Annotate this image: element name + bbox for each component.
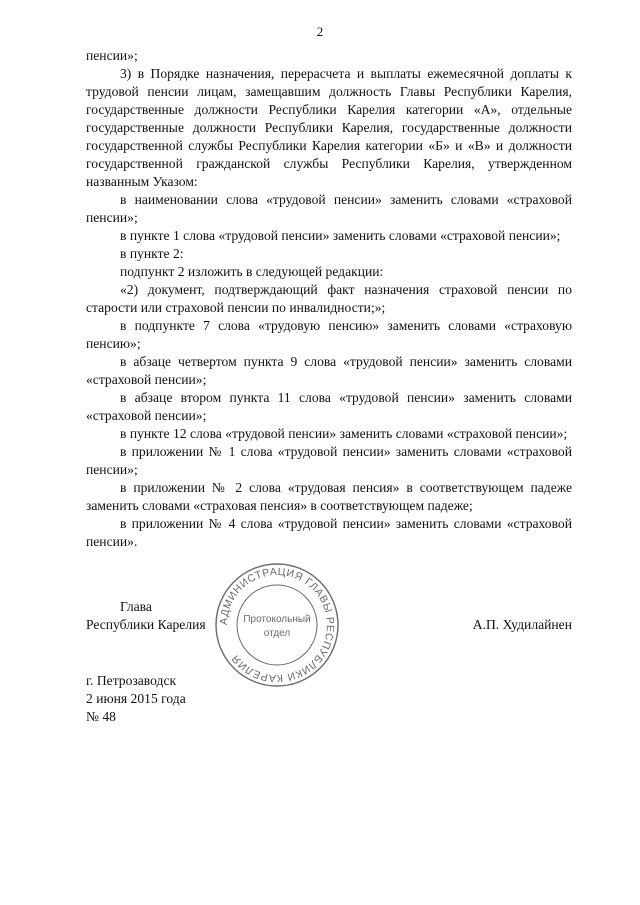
paragraph: в пункте 12 слова «трудовой пенсии» заменить словами «страховой пенсии»;: [120, 426, 568, 441]
stamp-ring-text: АДМИНИСТРАЦИЯ ГЛАВЫ РЕСПУБЛИКИ КАРЕЛИЯ: [217, 565, 337, 685]
stamp-outer-ring: [216, 564, 338, 686]
paragraph: в приложении № 4 слова «трудовой пенсии» заменить словами «страховой пенсии».: [86, 516, 572, 549]
place-date-block: [86, 672, 186, 726]
signatory-title-line2: Республики Карелия: [86, 617, 206, 632]
place: г. Петрозаводск: [86, 673, 177, 688]
paragraph: в наименовании слова «трудовой пенсии» заменить словами «страховой пенсии»;: [86, 192, 572, 225]
page-number: 2: [316, 24, 324, 39]
paragraph: пенсии»;: [86, 48, 138, 63]
stamp-inner-ring: [237, 585, 317, 665]
paragraph: подпункт 2 изложить в следующей редакции:: [120, 264, 384, 279]
paragraph: в пункте 2:: [120, 246, 184, 261]
decree-number: № 48: [86, 709, 116, 724]
paragraph: в приложении № 2 слова «трудовая пенсия» в соответствующем падеже заменить словами «страховая пенсия» в соответствующем падеже;: [86, 480, 572, 513]
stamp-center-line1: Протокольный: [243, 614, 311, 625]
paragraph: в абзаце втором пункта 11 слова «трудовой пенсии» заменить словами «страховой пенсии»;: [86, 390, 572, 423]
paragraph: в абзаце четвертом пункта 9 слова «трудовой пенсии» заменить словами «страховой пенсии»;: [86, 354, 572, 387]
paragraph: в приложении № 1 слова «трудовой пенсии» заменить словами «страховой пенсии»;: [86, 444, 572, 477]
date: 2 июня 2015 года: [86, 691, 186, 706]
official-stamp: [212, 560, 342, 690]
paragraph: в подпункте 7 слова «трудовую пенсию» заменить словами «страховую пенсию»;: [86, 318, 572, 351]
paragraph: «2) документ, подтверждающий факт назначения страховой пенсии по старости или страховой пенсии по инвалидности;»;: [86, 282, 572, 315]
signatory-title-line1: Глава: [120, 599, 152, 614]
signatory-name: А.П. Худилайнен: [472, 617, 572, 632]
document-body: [86, 47, 572, 551]
paragraph: в пункте 1 слова «трудовой пенсии» заменить словами «страховой пенсии»;: [120, 228, 561, 243]
paragraph: 3) в Порядке назначения, перерасчета и выплаты ежемесячной доплаты к трудовой пенсии лицам, замещавшим должность Главы Республики Карелия, государственные должности Республики Карелия категории «А», отдельные государственные должности Республики Карелия, государственные должности государственной службы Республики Карелия категории «Б» и «В» и должности государственной гражданской службы Республики Карелия, утвержденном названным Указом:: [86, 66, 572, 189]
stamp-center-line2: отдел: [263, 628, 291, 639]
